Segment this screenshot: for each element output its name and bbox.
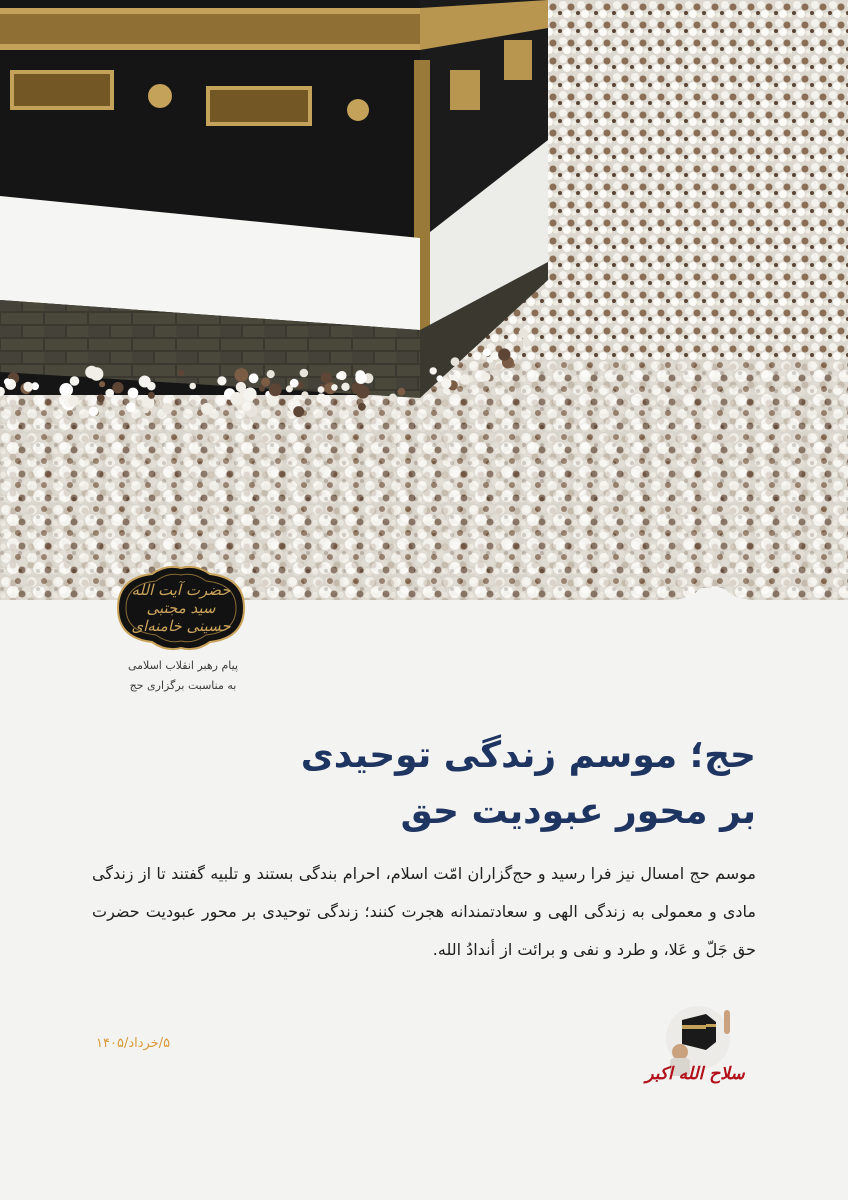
pilgrim-figure (460, 374, 471, 385)
pilgrim-figure (4, 378, 11, 385)
pilgrim-figure (269, 383, 282, 396)
pilgrim-figure (398, 388, 406, 396)
pilgrim-figure (105, 389, 114, 398)
emblem-logo (640, 1000, 750, 1100)
pilgrim-figure (201, 403, 213, 415)
emblem-kaaba-figure (640, 1000, 750, 1100)
pilgrim-figure (451, 357, 460, 366)
pilgrim-figure (162, 403, 173, 414)
pilgrim-figure (318, 386, 325, 393)
pilgrim-figure (355, 373, 366, 384)
emblem-caption: سلاح الله اکبر (645, 1064, 745, 1084)
pilgrim-figure (126, 403, 136, 413)
pilgrim-figure (519, 329, 529, 339)
pilgrim-figure (148, 392, 155, 399)
pilgrim-figure (331, 384, 338, 391)
pilgrim-figure (70, 376, 80, 386)
pilgrim-figure (441, 378, 451, 388)
pilgrim-figure (234, 368, 248, 382)
pilgrim-figure (89, 407, 99, 417)
pilgrim-figure (487, 356, 494, 363)
title-line-1: حج؛ موسم زندگی توحیدی (300, 735, 756, 776)
pilgrim-figure (112, 382, 123, 393)
pilgrim-figure (523, 339, 532, 348)
pilgrim-figure (430, 367, 437, 374)
pilgrim-figure (99, 381, 105, 387)
pilgrim-figure (259, 386, 265, 392)
pilgrim-figure (358, 403, 366, 411)
pilgrim-figure (143, 407, 149, 413)
pilgrim-figure (321, 372, 332, 383)
pilgrim-figure (97, 394, 105, 402)
pilgrim-figure (336, 373, 343, 380)
pilgrim-figure (230, 392, 244, 406)
pilgrim-figure (261, 377, 270, 386)
pilgrim-figure (68, 396, 79, 407)
pilgrim-figure (498, 348, 510, 360)
page-title (116, 728, 756, 840)
pilgrim-figure (483, 348, 491, 356)
source-line-1: پیام رهبر انقلاب اسلامی (127, 659, 239, 672)
pilgrim-figure (482, 372, 491, 381)
pilgrim-figure (217, 376, 226, 385)
message-source (118, 656, 248, 696)
leader-name-badge (96, 562, 266, 654)
pilgrim-figure (128, 388, 139, 399)
pilgrim-figure (341, 383, 349, 391)
pilgrim-figure (85, 366, 98, 379)
source-line-2: به مناسبت برگزاری حج (129, 679, 237, 692)
pilgrim-figure (300, 369, 309, 378)
publish-date: ۵/خرداد/۱۴۰۵ (96, 1036, 171, 1051)
pilgrim-figure (389, 394, 397, 402)
pilgrim-figure (290, 379, 299, 388)
pilgrim-figure (178, 370, 184, 376)
badge-calligraphy: حضرت آیت الله سید مجتبی حسینی خامنه‌ای (131, 581, 231, 635)
pilgrim-figure (267, 370, 275, 378)
title-line-2: بر محور عبودیت حق (400, 791, 756, 832)
pilgrim-figure (249, 373, 259, 383)
pilgrim-figure (243, 388, 256, 401)
pilgrim-figure (39, 404, 46, 411)
pilgrim-figure (293, 406, 304, 417)
pilgrim-figure (242, 402, 252, 412)
pilgrim-figure (24, 382, 33, 391)
pilgrim-figure (189, 383, 196, 390)
message-body: موسم حج امسال نیز فرا رسید و حج‌گزاران امّت اسلام، احرام بندگی بستند و تلبیه گفتند تا از زندگی مادی و معمولی به زندگی الهی و سعادتمندانه هجرت کنند؛ زندگی توحیدی بر محور عبودیت حضرت حق جَلّ و عَلا، و طرد و نفی و برائت از أندادُ الله. (92, 864, 756, 959)
pilgrim-figure (301, 391, 308, 398)
pilgrim-figure (316, 393, 326, 403)
pilgrim-figure (59, 383, 73, 397)
pilgrim-figure (147, 382, 156, 391)
